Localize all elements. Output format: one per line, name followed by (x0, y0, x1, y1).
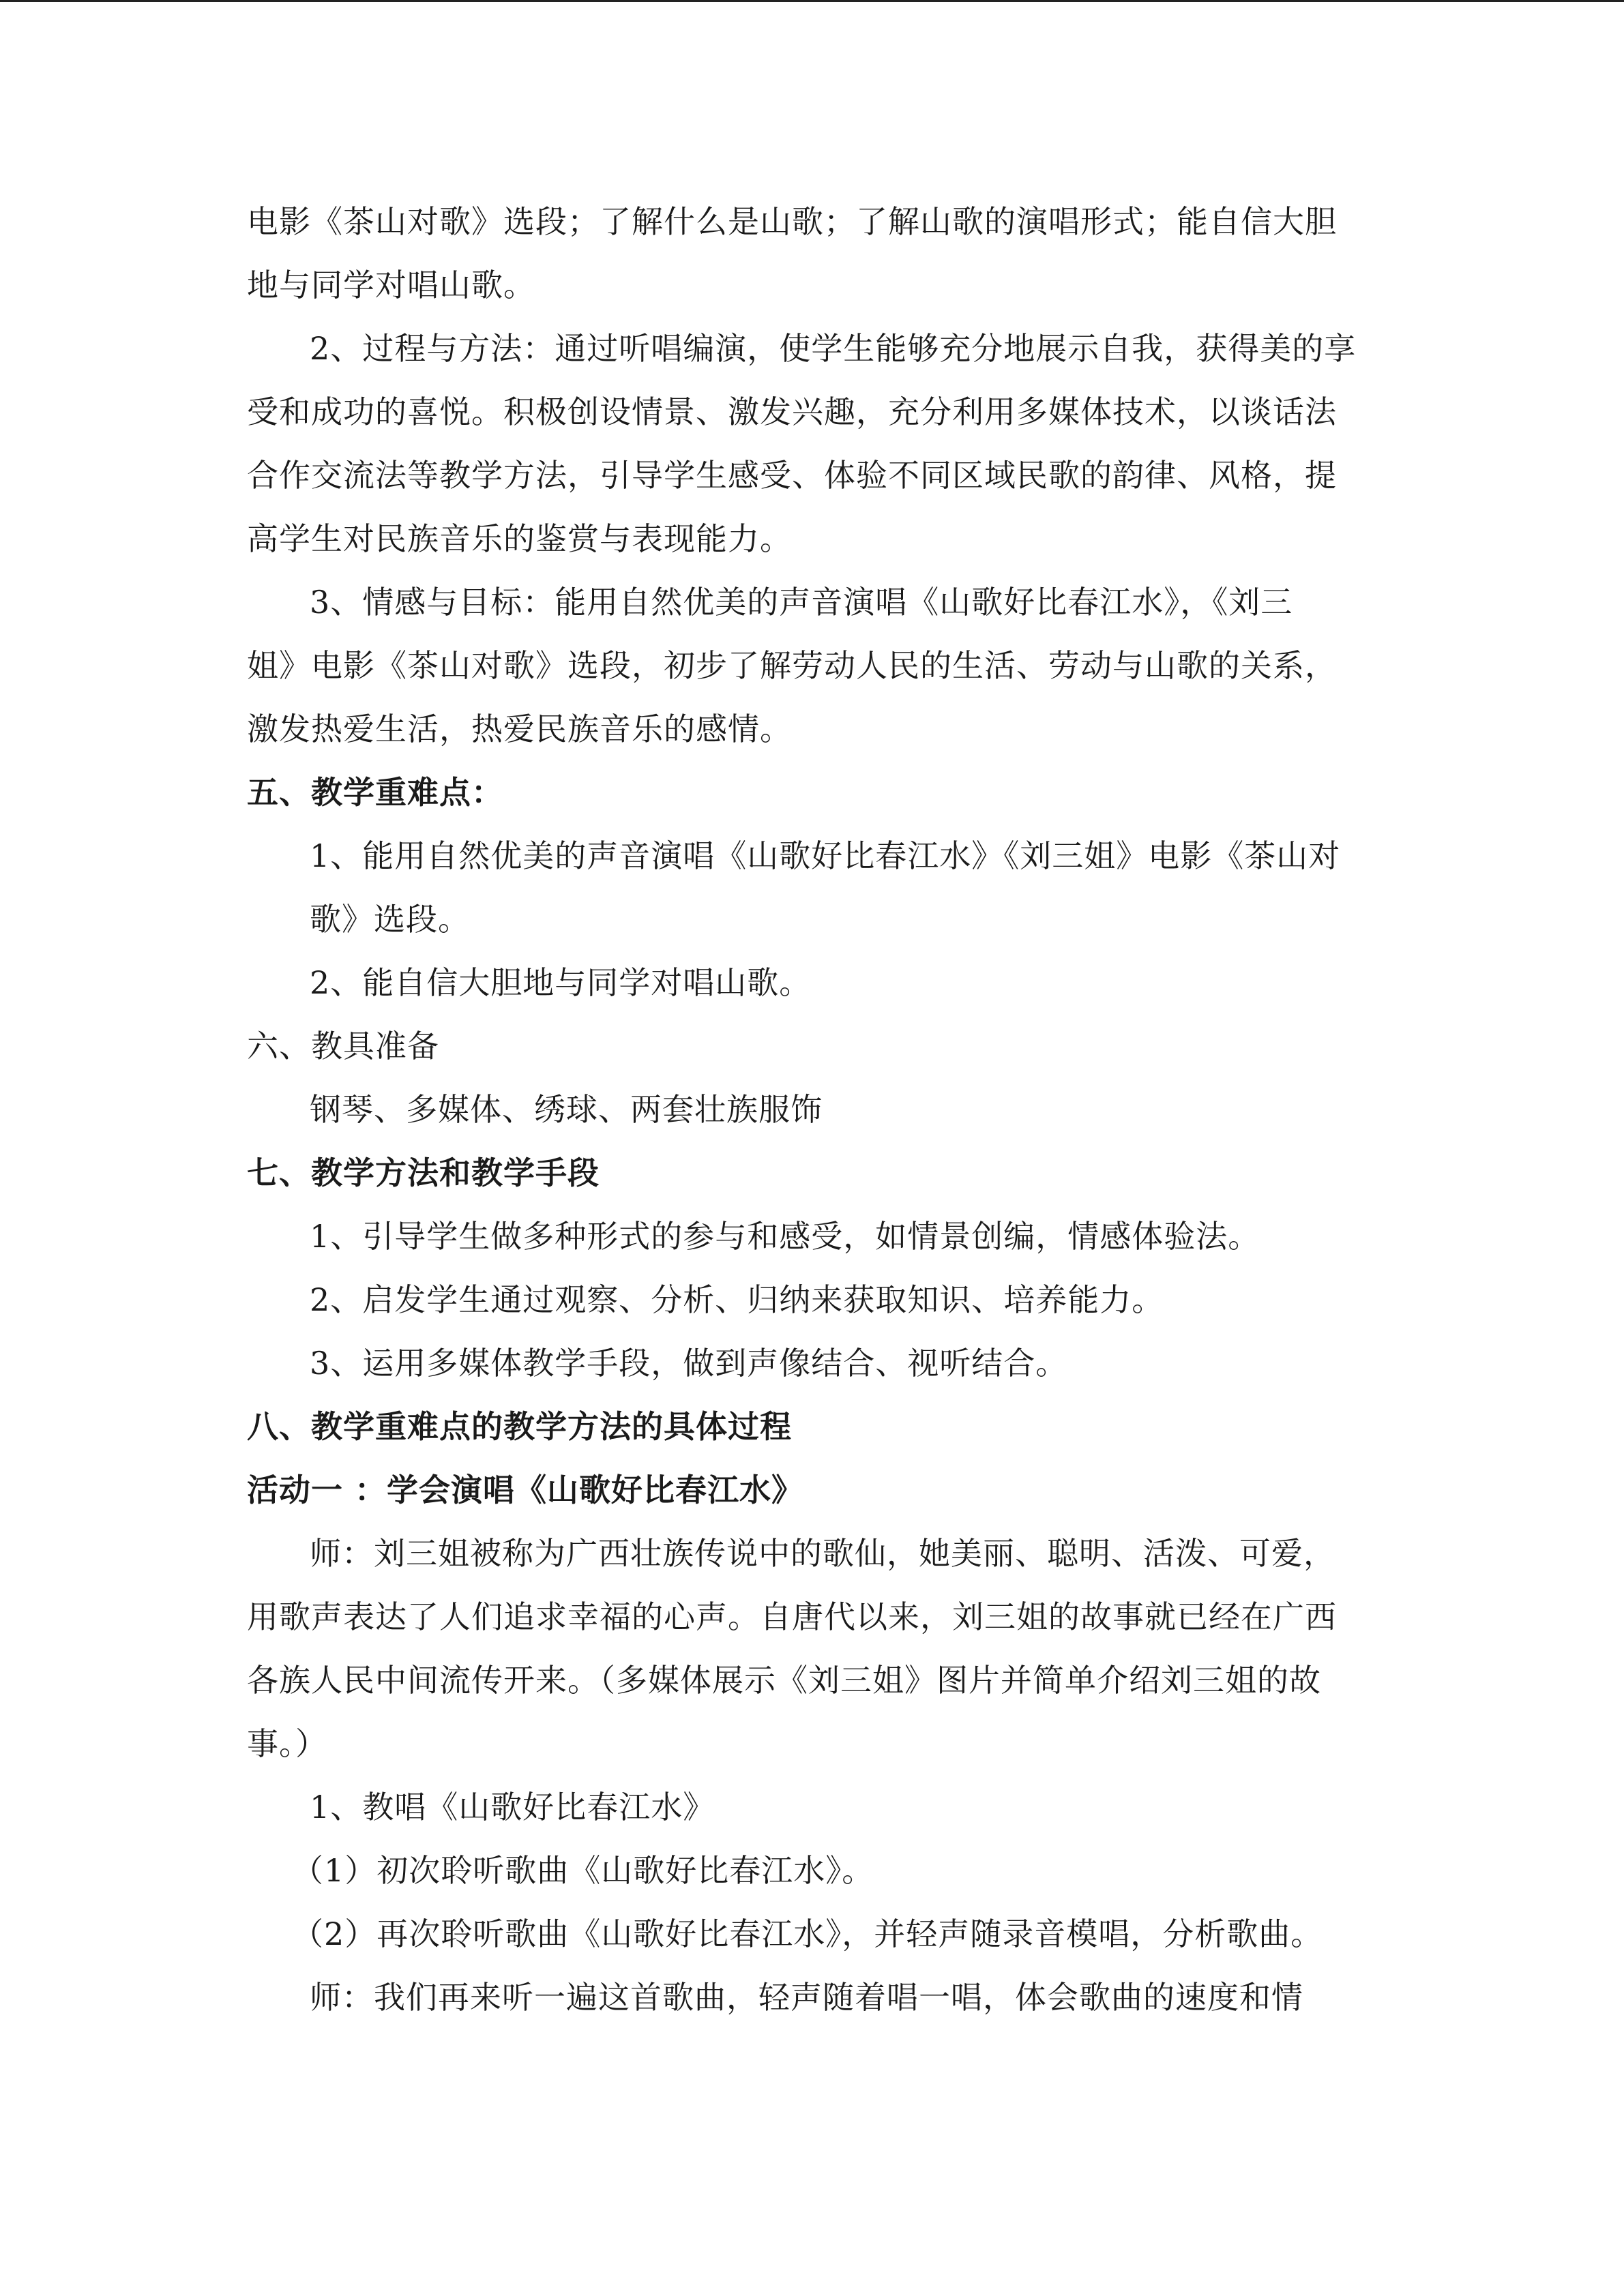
paragraph-line: 各族人民中间流传开来。（多媒体展示《刘三姐》图片并简单介绍刘三姐的故 (247, 1662, 1321, 1699)
list-item-line: 1、教唱《山歌好比春江水》 (310, 1789, 715, 1825)
paragraph-line: 3、情感与目标：能用自然优美的声音演唱《山歌好比春江水》，《刘三 (310, 584, 1293, 621)
list-item-line: 1、能用自然优美的声音演唱《山歌好比春江水》《刘三姐》电影《茶山对 (310, 837, 1341, 874)
paragraph-line: 受和成功的喜悦。积极创设情景、激发兴趣，充分利用多媒体技术，以谈话法 (247, 393, 1337, 430)
paragraph-line: 姐》电影《茶山对歌》选段，初步了解劳动人民的生活、劳动与山歌的关系， (247, 647, 1337, 684)
paragraph-line: 师：刘三姐被称为广西壮族传说中的歌仙，她美丽、聪明、活泼、可爱， (310, 1535, 1335, 1572)
paragraph-line: 电影《茶山对歌》选段；了解什么是山歌；了解山歌的演唱形式；能自信大胆 (247, 203, 1337, 240)
paragraph-line: 地与同学对唱山歌。 (247, 267, 535, 303)
section-heading: 六、教具准备 (247, 1028, 439, 1064)
paragraph-line: 事。） (247, 1725, 327, 1762)
section-heading: 七、教学方法和教学手段 (247, 1154, 600, 1191)
list-item-line: 2、启发学生通过观察、分析、归纳来获取知识、培养能力。 (310, 1281, 1164, 1318)
list-item-line: （1）初次聆听歌曲《山歌好比春江水》。 (292, 1852, 874, 1889)
paragraph-line: 激发热爱生活，热爱民族音乐的感情。 (247, 711, 792, 747)
list-item-line: 2、能自信大胆地与同学对唱山歌。 (310, 964, 812, 1001)
paragraph-line: 用歌声表达了人们追求幸福的心声。自唐代以来，刘三姐的故事就已经在广西 (247, 1598, 1337, 1635)
page-top-border (0, 0, 1624, 2)
paragraph-line: 师：我们再来听一遍这首歌曲，轻声随着唱一唱，体会歌曲的速度和情 (310, 1979, 1303, 2016)
list-item-line: （2）再次聆听歌曲《山歌好比春江水》，并轻声随录音模唱，分析歌曲。 (292, 1915, 1323, 1952)
list-item-line: 歌》选段。 (310, 901, 470, 938)
list-item-line: 3、运用多媒体教学手段，做到声像结合、视听结合。 (310, 1345, 1068, 1382)
paragraph-line: 钢琴、多媒体、绣球、两套壮族服饰 (310, 1091, 823, 1128)
section-heading: 八、教学重难点的教学方法的具体过程 (247, 1408, 792, 1445)
section-heading: 五、教学重难点： (247, 774, 503, 811)
paragraph-line: 高学生对民族音乐的鉴赏与表现能力。 (247, 520, 792, 557)
paragraph-line: 合作交流法等教学方法，引导学生感受、体验不同区域民歌的韵律、风格，提 (247, 457, 1337, 494)
activity-heading: 活动一 ：学会演唱《山歌好比春江水》 (247, 1472, 804, 1508)
list-item-line: 1、引导学生做多种形式的参与和感受，如情景创编，情感体验法。 (310, 1218, 1260, 1255)
paragraph-line: 2、过程与方法：通过听唱编演，使学生能够充分地展示自我，获得美的享 (310, 330, 1357, 367)
